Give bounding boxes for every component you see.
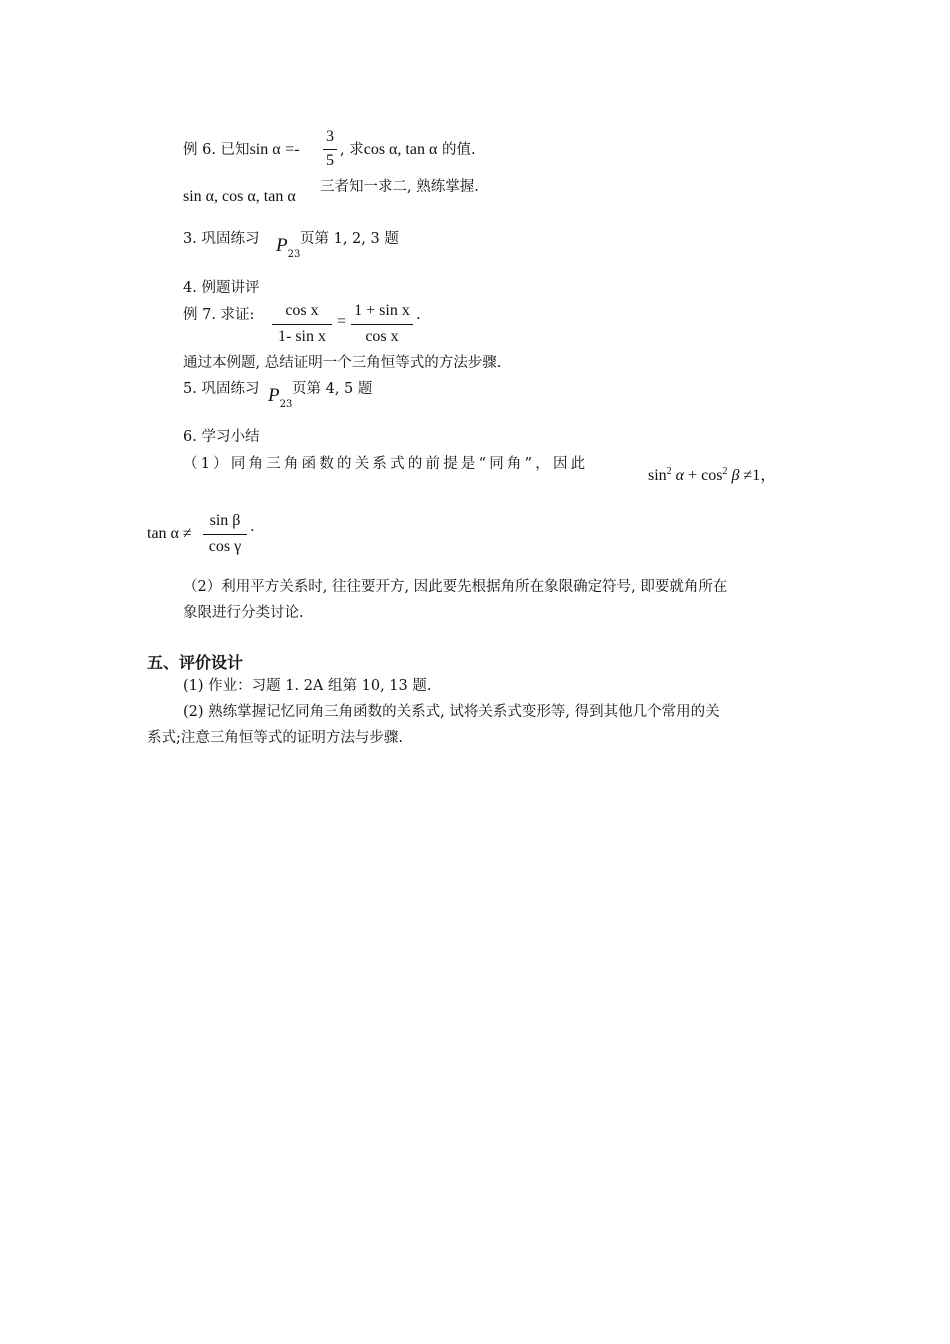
- fraction-numerator: 3: [326, 128, 334, 145]
- eval-line3: 系式;注意三角恒等式的证明方法与步骤.: [147, 730, 403, 746]
- tan-inequality: tan α ≠: [147, 525, 192, 542]
- fraction-denominator: cos γ: [208, 538, 242, 555]
- summary-1-text: （1）同角三角函数的关系式的前提是“同角”，因此: [183, 456, 589, 472]
- eval-line1: (1) 作业：习题 1. 2A 组第 10, 13 题.: [183, 678, 432, 694]
- fraction-bar: [323, 149, 337, 150]
- summary-2-line1: （2）利用平方关系时, 往往要开方, 因此要先根据角所在象限确定符号, 即要就角所在: [183, 579, 728, 595]
- fraction-denominator: 5: [326, 152, 334, 169]
- fraction-3-5: [323, 128, 337, 172]
- not-equal-one: ≠1: [743, 467, 761, 484]
- summary-2-line2: 象限进行分类讨论.: [183, 605, 304, 621]
- equals-minus: =-: [285, 141, 300, 158]
- rhs-numerator: 1 + sin x: [354, 302, 410, 319]
- fraction-bar: [203, 534, 247, 535]
- alpha-symbol: α: [675, 467, 685, 484]
- comma: ，: [760, 467, 777, 484]
- rhs-denominator: cos x: [365, 328, 399, 345]
- lhs-denominator: 1- sin x: [278, 328, 326, 345]
- trig-trio-expr: sin α, cos α, tan α: [183, 188, 296, 205]
- lhs-fraction-bar: [272, 324, 332, 325]
- lhs-fraction: [272, 302, 332, 348]
- page-ref-number: 23: [287, 249, 301, 260]
- example-6-line: [183, 141, 300, 159]
- practice-5-label: 5. 巩固练习: [183, 381, 260, 397]
- equals-sign: =: [337, 313, 347, 330]
- practice-3-label: 3. 巩固练习: [183, 231, 260, 247]
- sin-label: sin: [648, 467, 667, 484]
- tan-inequality-period: .: [250, 519, 255, 535]
- beta-symbol: β: [731, 467, 740, 484]
- example-7-period: .: [416, 307, 421, 323]
- exponent: 2: [666, 466, 672, 477]
- rhs-fraction-bar: [351, 324, 413, 325]
- lhs-numerator: cos x: [285, 302, 319, 319]
- example-6-tail: [340, 141, 476, 159]
- section-6-heading: 6. 学习小结: [183, 429, 260, 445]
- cos-tan-expr: cos α, tan α: [363, 141, 438, 158]
- exponent: 2: [722, 466, 728, 477]
- page-ref-number: 23: [279, 399, 293, 410]
- example-6-prefix: 例 6. 已知: [183, 142, 250, 158]
- example-7-note: 通过本例题, 总结证明一个三角恒等式的方法步骤.: [183, 355, 502, 371]
- practice-3-after: 页第 1, 2, 3 题: [300, 231, 399, 247]
- example-7-prefix: 例 7. 求证:: [183, 307, 255, 323]
- sin-cos-inequality: [648, 463, 776, 485]
- example-6-mid: , 求: [340, 142, 364, 158]
- page-ref-p: P: [276, 235, 288, 256]
- page-ref-3: [276, 237, 300, 264]
- page-ref-p: P: [268, 385, 280, 406]
- practice-5-after: 页第 4, 5 题: [292, 381, 373, 397]
- section-4-heading: 4. 例题讲评: [183, 280, 260, 296]
- trig-trio-note: 三者知一求二, 熟练掌握.: [320, 179, 479, 195]
- trig-trio-expr-line: [183, 188, 296, 206]
- eval-line2: (2) 熟练掌握记忆同角三角函数的关系式, 试将关系式变形等, 得到其他几个常用的关: [183, 704, 720, 720]
- example-6-suffix: 的值.: [441, 142, 476, 158]
- page-ref-5: [268, 387, 292, 414]
- rhs-fraction: [351, 302, 413, 348]
- practice-3-line: [183, 230, 259, 248]
- fraction-numerator: sin β: [209, 512, 241, 529]
- sin-alpha-expr: sin α: [249, 141, 281, 158]
- plus-cos: + cos: [688, 467, 723, 484]
- sin-beta-over-cos-gamma: [203, 512, 247, 558]
- section-5-title: 五、评价设计: [147, 653, 244, 672]
